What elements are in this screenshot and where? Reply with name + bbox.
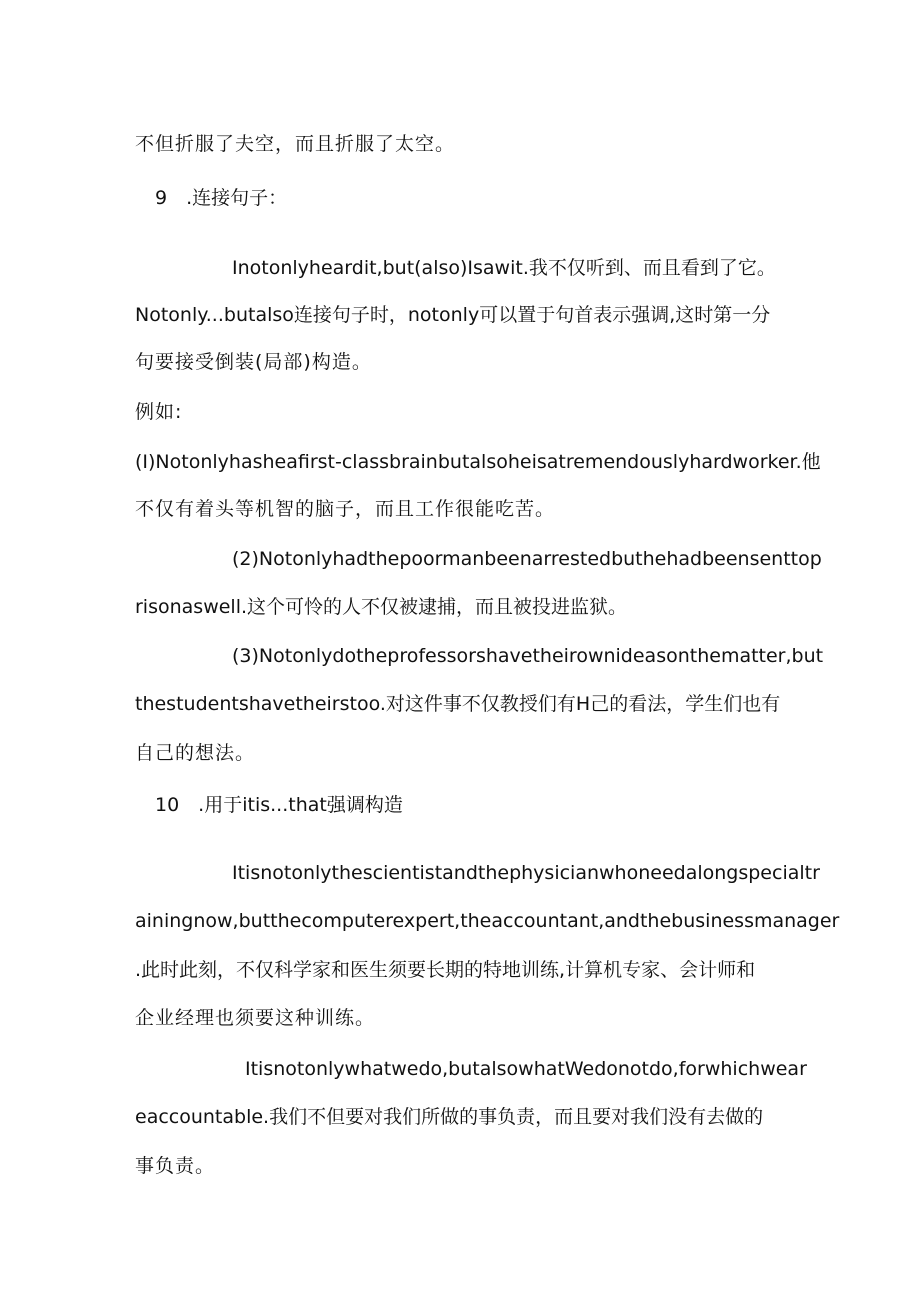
text-line: Notonly...butalso连接句子时，notonly可以置于句首表示强调,这时第一分: [135, 304, 771, 326]
text-line: ainingnow,butthecomputerexpert,theaccountant,andthebusinessmanager: [135, 910, 840, 932]
text-line: 句要接受倒装(局部)构造。: [135, 351, 372, 373]
section-heading-10: 10 .用于itis...that强调构造: [155, 794, 403, 816]
text-line: Itisnotonlywhatwedo,butalsowhatWedonotdo,forwhichwear: [245, 1058, 807, 1080]
text-line: Itisnotonlythescientistandthephysicianwhoneedalongspecialtr: [232, 862, 820, 884]
example-line-2: (2)Notonlyhadthepoormanbeenarrestedbuthehadbeensenttop: [232, 548, 822, 570]
text-line: 企业经理也须要这种训练。: [135, 1007, 376, 1029]
text-line: thestudentshavetheirstoo.对这件事不仅教授们有H己的看法，学生们也有: [135, 693, 781, 715]
text-line: 例如:: [135, 401, 183, 423]
text-line: risonaswell.这个可怜的人不仅被逮捕，而且被投进监狱。: [135, 596, 628, 618]
text-line: 不仅有着头等机智的脑子，而且工作很能吃苦。: [135, 498, 556, 520]
text-line: .此时此刻，不仅科学家和医生须要长期的特地训练,计算机专家、会计师和: [135, 959, 756, 981]
example-line-3: (3)Notonlydotheprofessorshavetheirownideasonthematter,but: [232, 645, 824, 667]
text-line: eaccountable.我们不但要对我们所做的事负责，而且要对我们没有去做的: [135, 1106, 764, 1128]
text-line: 事负责。: [135, 1155, 216, 1177]
text-line: 自己的想法。: [135, 742, 256, 764]
text-line: 不但折服了夫空，而且折服了太空。: [135, 133, 456, 155]
text-line: Inotonlyheardit,but(also)Isawit.我不仅听到、而且看到了它。: [232, 257, 776, 279]
example-line-1: (I)Notonlyhasheafirst-classbrainbutalsoheisatremendouslyhardworker.他: [135, 451, 821, 473]
section-heading-9: 9 .连接句子：: [155, 187, 288, 209]
